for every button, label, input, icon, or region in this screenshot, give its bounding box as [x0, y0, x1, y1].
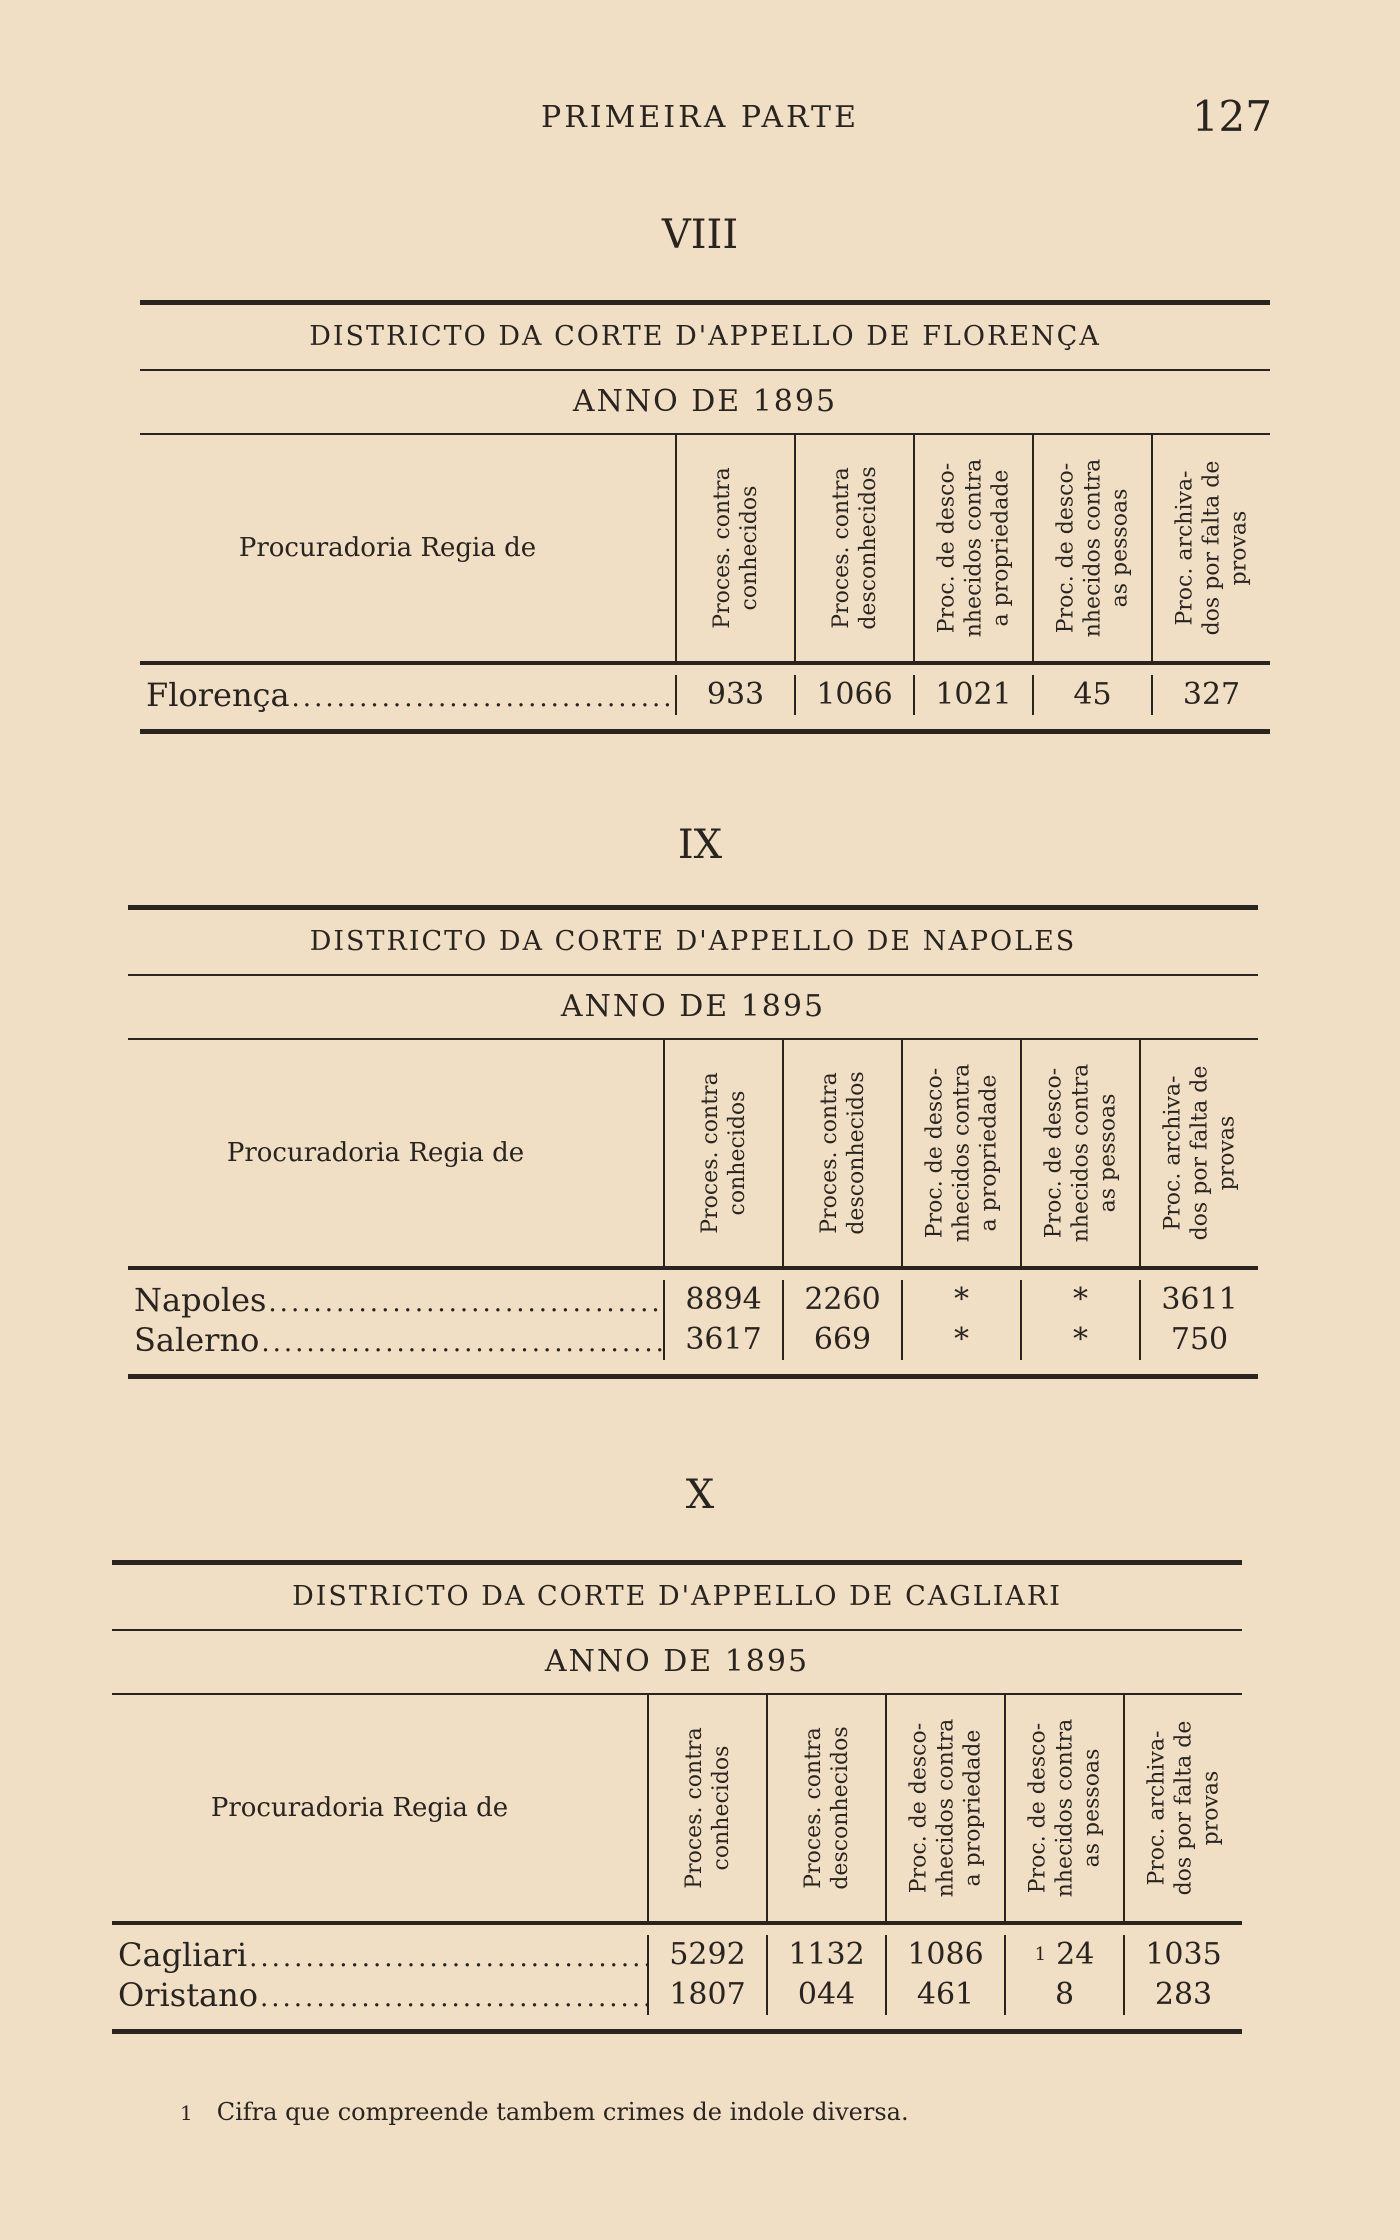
value-cell: 1086: [885, 1935, 1004, 1975]
footnote-text: Cifra que compreende tambem crimes de indole diversa.: [216, 2098, 909, 2126]
column-header-text: Proc. de desco- nhecidos contra a propriedade: [922, 1063, 1001, 1243]
page-number: 127: [1191, 92, 1272, 141]
column-header-text: Proces. contra desconhecidos: [828, 466, 881, 630]
value-cell: 8: [1004, 1975, 1123, 2015]
value-cell: 1066: [794, 675, 913, 715]
column-header: [1004, 1695, 1123, 1921]
place-name: Salerno: [134, 1321, 260, 1359]
column-header-text: Proc. archiva- dos por falta de provas: [1172, 460, 1251, 636]
leader-dots: [249, 1943, 647, 1973]
value-cell: 8894: [663, 1280, 782, 1320]
section-numeral: VIII: [661, 212, 739, 258]
section-numeral: X: [685, 1472, 715, 1518]
footnote-number: 1: [180, 2101, 193, 2125]
district-title: DISTRICTO DA CORTE D'APPELLO DE CAGLIARI: [112, 1565, 1242, 1631]
value-cell: 283: [1123, 1975, 1242, 2015]
column-header: [1151, 435, 1270, 661]
place-name: Cagliari: [118, 1936, 248, 1974]
value-cell: *: [901, 1320, 1020, 1360]
column-header-text: Proces. contra conhecidos: [697, 1072, 750, 1234]
leader-dots: [292, 683, 675, 713]
district-table-florenca: [140, 300, 1270, 734]
column-header-text: Proces. contra conhecidos: [681, 1727, 734, 1889]
value-cell: *: [1020, 1280, 1139, 1320]
value-cell: [1004, 1935, 1123, 1975]
value-cell: *: [901, 1280, 1020, 1320]
column-header-text: Proc. de desco- nhecidos contra as pessoas: [1053, 458, 1132, 638]
year-title: ANNO DE 1895: [112, 1631, 1242, 1695]
row-label: [112, 1976, 647, 2014]
table-row: [140, 675, 1270, 715]
column-header-text: Proc. de desco- nhecidos contra a propriedade: [934, 458, 1013, 638]
value-cell: 327: [1151, 675, 1270, 715]
column-header: [901, 1040, 1020, 1266]
column-header-text: Proces. contra conhecidos: [709, 467, 762, 629]
column-header-text: Proc. archiva- dos por falta de provas: [1160, 1065, 1239, 1241]
year-title: ANNO DE 1895: [128, 976, 1258, 1040]
value-cell: 669: [782, 1320, 901, 1360]
column-header-text: Proces. contra desconhecidos: [816, 1071, 869, 1235]
column-header: [782, 1040, 901, 1266]
column-header-row: [128, 1040, 1258, 1270]
value-cell: 750: [1139, 1320, 1258, 1360]
column-header: [794, 435, 913, 661]
section-numeral: IX: [677, 822, 723, 868]
value-cell: 3617: [663, 1320, 782, 1360]
row-label: [128, 1281, 663, 1319]
column-header-text: Proces. contra desconhecidos: [800, 1726, 853, 1890]
column-header: [913, 435, 1032, 661]
district-table-cagliari: [112, 1560, 1242, 2034]
table-row: [128, 1280, 1258, 1320]
value-cell: 45: [1032, 675, 1151, 715]
row-label: [140, 676, 675, 714]
leader-dots: [261, 1328, 663, 1358]
value-cell: 1807: [647, 1975, 766, 2015]
footnote: [180, 2098, 909, 2126]
row-label: [128, 1321, 663, 1359]
table-row: [112, 1935, 1242, 1975]
value-cell: 1035: [1123, 1935, 1242, 1975]
year-title: ANNO DE 1895: [140, 371, 1270, 435]
district-table-napoles: [128, 905, 1258, 1379]
table-row: [112, 1975, 1242, 2015]
value-cell: 2260: [782, 1280, 901, 1320]
row-label: [112, 1936, 647, 1974]
place-name: Florença: [146, 676, 290, 714]
row-label-header: Procuradoria Regia de: [226, 1138, 525, 1168]
value-cell: 1021: [913, 675, 1032, 715]
column-header: [675, 435, 794, 661]
leader-dots: [268, 1288, 663, 1318]
column-header: [1032, 435, 1151, 661]
column-header: [766, 1695, 885, 1921]
value-cell: 044: [766, 1975, 885, 2015]
district-title: DISTRICTO DA CORTE D'APPELLO DE NAPOLES: [128, 910, 1258, 976]
value-cell: 933: [675, 675, 794, 715]
column-header: [1123, 1695, 1242, 1921]
column-header-text: Proc. archiva- dos por falta de provas: [1144, 1720, 1223, 1896]
column-header: [885, 1695, 1004, 1921]
running-head: PRIMEIRA PARTE: [541, 100, 859, 135]
column-header: [1020, 1040, 1139, 1266]
footnote-marker: 1: [1034, 1944, 1047, 1965]
column-header-text: Proc. de desco- nhecidos contra as pessoas: [1041, 1063, 1120, 1243]
place-name: Oristano: [118, 1976, 258, 2014]
column-header-row: [140, 435, 1270, 665]
column-header-text: Proc. de desco- nhecidos contra as pessoas: [1025, 1718, 1104, 1898]
column-header: [663, 1040, 782, 1266]
column-header-text: Proc. de desco- nhecidos contra a propriedade: [906, 1718, 985, 1898]
leader-dots: [260, 1983, 647, 2013]
place-name: Napoles: [134, 1281, 267, 1319]
value-text: 24: [1056, 1937, 1095, 1972]
column-header: [1139, 1040, 1258, 1266]
column-header-row: [112, 1695, 1242, 1925]
value-cell: *: [1020, 1320, 1139, 1360]
value-cell: 5292: [647, 1935, 766, 1975]
value-cell: 3611: [1139, 1280, 1258, 1320]
value-cell: 461: [885, 1975, 1004, 2015]
table-row: [128, 1320, 1258, 1360]
district-title: DISTRICTO DA CORTE D'APPELLO DE FLORENÇA: [140, 305, 1270, 371]
row-label-header: Procuradoria Regia de: [210, 1793, 509, 1823]
row-label-header: Procuradoria Regia de: [238, 533, 537, 563]
value-cell: 1132: [766, 1935, 885, 1975]
column-header: [647, 1695, 766, 1921]
